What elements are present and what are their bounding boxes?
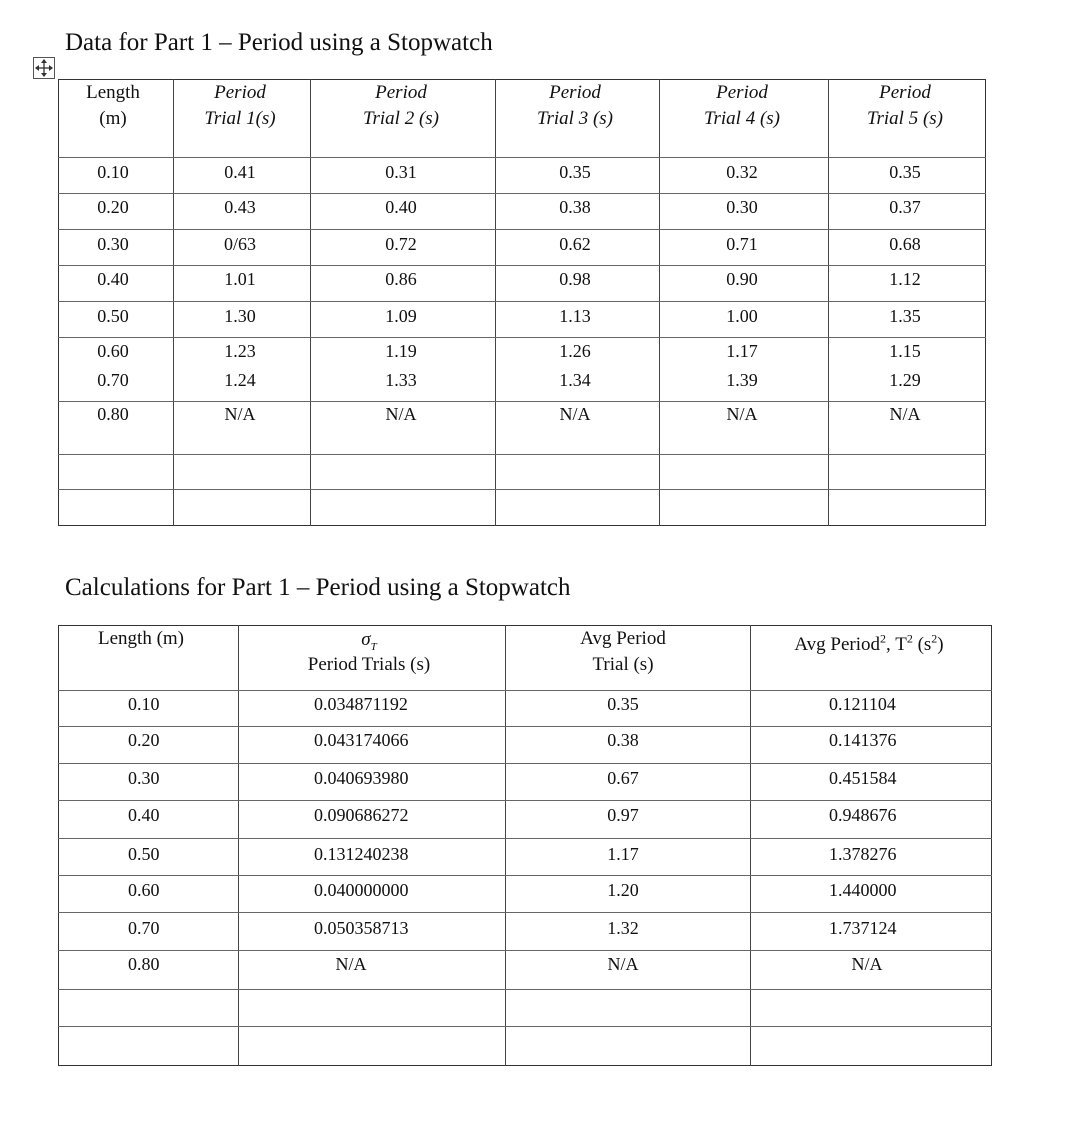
sq-unit-open: (s: [912, 634, 932, 655]
t2-cell: 0.043174066: [314, 730, 409, 750]
t2-cell: 0.70: [128, 918, 160, 938]
t1-cell: 1.29: [889, 370, 921, 390]
t1-cell: 1.33: [385, 370, 417, 390]
t2-cell: 0.40: [128, 805, 160, 825]
t1-header-1-line1: Period: [214, 82, 266, 103]
t1-header-2-line1: Period: [375, 82, 427, 103]
t2-cell: 0.60: [128, 880, 160, 900]
t1-cell: 1.15: [889, 341, 921, 361]
t2-cell: 0.451584: [829, 768, 897, 788]
t1-cell: 0.98: [559, 269, 591, 289]
t1-cell: 0.35: [559, 162, 591, 182]
t1-cell: 0.40: [385, 197, 417, 217]
t2-cell: N/A: [851, 954, 883, 974]
t2-cell: 0.141376: [829, 730, 897, 750]
t1-header-4-line2: Trial 4 (s): [703, 108, 781, 129]
t1-cell: N/A: [224, 404, 256, 424]
t2-header-avg-squared: [794, 632, 943, 658]
t1-cell: 0.71: [726, 234, 758, 254]
t1-cell: 0.37: [889, 197, 921, 217]
table-move-handle-icon[interactable]: [33, 57, 55, 79]
t1-cell: 1.13: [559, 306, 591, 326]
t1-cell: 1.24: [224, 370, 256, 390]
t1-cell: 0.32: [726, 162, 758, 182]
t1-header-0-line2: (m): [99, 108, 127, 129]
sq-sup1: 2: [880, 631, 887, 646]
t1-cell: 0.72: [385, 234, 417, 254]
t1-cell: 1.34: [559, 370, 591, 390]
t1-cell: 0.40: [97, 269, 129, 289]
t2-cell: 0.97: [607, 805, 639, 825]
t1-cell: 0.43: [224, 197, 256, 217]
t1-cell: 1.39: [726, 370, 758, 390]
t1-cell: 1.12: [889, 269, 921, 289]
t2-cell: 0.35: [607, 694, 639, 714]
t1-cell: N/A: [726, 404, 758, 424]
t1-cell: 0.31: [385, 162, 417, 182]
t1-cell: 0.86: [385, 269, 417, 289]
t2-cell: 0.040000000: [314, 880, 409, 900]
t2-cell: 0.050358713: [314, 918, 409, 938]
table2-title: Calculations for Part 1 – Period using a Stopwatch: [65, 574, 571, 601]
t2-cell: 0.040693980: [314, 768, 409, 788]
t2-cell: 1.440000: [829, 880, 897, 900]
t2-cell: 1.737124: [829, 918, 897, 938]
t1-cell: 0.80: [97, 404, 129, 424]
t2-cell: 0.034871192: [314, 694, 408, 714]
t2-cell: N/A: [335, 954, 367, 974]
t1-cell: 0.50: [97, 306, 129, 326]
t2-cell: 0.131240238: [314, 844, 409, 864]
t2-cell: 0.30: [128, 768, 160, 788]
t1-cell: 1.26: [559, 341, 591, 361]
t1-cell: 0.41: [224, 162, 256, 182]
t1-cell: 1.00: [726, 306, 758, 326]
t1-header-2-line2: Trial 2 (s): [362, 108, 440, 129]
t1-cell: 1.01: [224, 269, 256, 289]
t2-header-sigma-label: Period Trials (s): [307, 654, 431, 675]
t1-cell: 0.10: [97, 162, 129, 182]
t2-cell: 0.121104: [829, 694, 896, 714]
sq-prefix: Avg Period: [794, 634, 881, 655]
sq-sup2: 2: [906, 631, 913, 646]
t1-cell: 1.17: [726, 341, 758, 361]
t1-cell: 1.19: [385, 341, 417, 361]
t1-cell: 1.23: [224, 341, 256, 361]
t2-header-length: Length (m): [98, 628, 185, 649]
t1-cell: 0.20: [97, 197, 129, 217]
t2-cell: 0.38: [607, 730, 639, 750]
data-table: [58, 79, 986, 526]
sq-mid: , T: [886, 634, 907, 655]
t1-cell: 0.60: [97, 341, 129, 361]
t2-cell: 1.17: [607, 844, 639, 864]
t1-cell: 0.30: [97, 234, 129, 254]
t1-cell: N/A: [385, 404, 417, 424]
t2-cell: 0.80: [128, 954, 160, 974]
t1-cell: 0/63: [223, 234, 257, 254]
sigma-subscript: T: [370, 640, 377, 653]
t2-header-sigma: [361, 627, 377, 653]
t2-cell: 0.50: [128, 844, 160, 864]
t2-cell: 0.67: [607, 768, 639, 788]
t1-header-3-line1: Period: [549, 82, 601, 103]
t1-cell: 0.68: [889, 234, 921, 254]
t1-header-5-line1: Period: [879, 82, 931, 103]
t1-cell: N/A: [559, 404, 591, 424]
sq-sup3: 2: [931, 631, 938, 646]
t2-cell: 1.20: [607, 880, 639, 900]
sigma-symbol: σ: [361, 629, 371, 650]
t1-cell: 0.70: [97, 370, 129, 390]
t1-cell: N/A: [889, 404, 921, 424]
t1-cell: 1.30: [224, 306, 256, 326]
sq-unit-close: ): [937, 634, 944, 655]
t1-cell: 0.35: [889, 162, 921, 182]
t1-header-4-line1: Period: [716, 82, 768, 103]
t2-cell: 1.378276: [829, 844, 897, 864]
t1-cell: 1.35: [889, 306, 921, 326]
t2-cell: 0.090686272: [314, 805, 409, 825]
t1-cell: 0.38: [559, 197, 591, 217]
t1-header-5-line2: Trial 5 (s): [866, 108, 944, 129]
t1-header-0-line1: Length: [86, 82, 140, 103]
t1-header-1-line2: Trial 1(s): [204, 108, 276, 129]
t2-cell: 0.948676: [829, 805, 897, 825]
t1-cell: 0.90: [726, 269, 758, 289]
t2-header-avg-line1: Avg Period: [580, 628, 666, 649]
t2-header-avg-line2: Trial (s): [592, 654, 654, 675]
t1-cell: 1.09: [385, 306, 417, 326]
t2-cell: 0.10: [128, 694, 160, 714]
t2-cell: 1.32: [607, 918, 639, 938]
table1-title: Data for Part 1 – Period using a Stopwatch: [65, 29, 493, 56]
t2-cell: 0.20: [128, 730, 160, 750]
t1-cell: 0.30: [726, 197, 758, 217]
t1-header-3-line2: Trial 3 (s): [536, 108, 614, 129]
t2-cell: N/A: [607, 954, 639, 974]
t1-cell: 0.62: [559, 234, 591, 254]
